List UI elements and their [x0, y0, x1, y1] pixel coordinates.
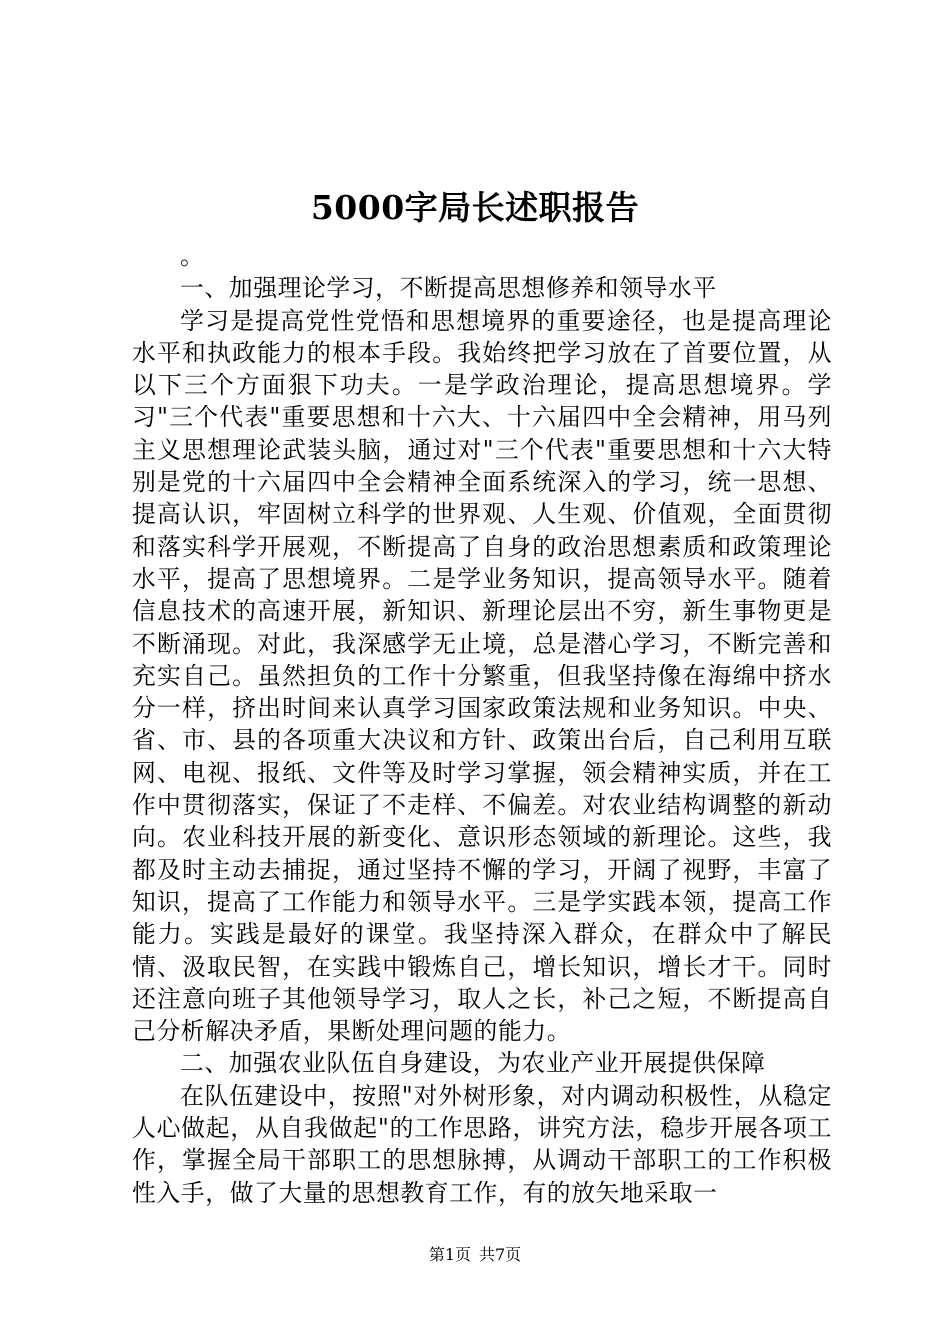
paragraph-team-building: 在队伍建设中，按照"对外树形象，对内调动积极性，从稳定人心做起，从自我做起"的工作思路，讲究方法，稳步开展各项工作，掌握全局干部职工的思想脉搏，从调动干部职工的工作积极性入手，做了大量的思想教育工作，有的放矢地采取一 — [132, 1081, 832, 1207]
page-total: 共7页 — [479, 1245, 522, 1264]
paragraph-study: 学习是提高党性党悟和思想境界的重要途径，也是提高理论水平和执政能力的根本手段。我始终把学习放在了首要位置，从以下三个方面狠下功夫。一是学政治理论，提高思想境界。学习"三个代表"重要思想和十六大、十六届四中全会精神，用马列主义思想理论武装头脑，通过对"三个代表"重要思想和十六大特别是党的十六届四中全会精神全面系统深入的学习，统一思想、提高认识，牢固树立科学的世界观、人生观、价值观，全面贯彻和落实科学开展观，不断提高了自身的政治思想素质和政策理论水平，提高了思想境界。二是学业务知识，提高领导水平。随着信息技术的高速开展，新知识、新理论层出不穷，新生事物更是不断涌现。对此，我深感学无止境，总是潜心学习，不断完善和充实自己。虽然担负的工作十分繁重，但我坚持像在海绵中挤水分一样，挤出时间来认真学习国家政策法规和业务知识。中央、省、市、县的各项重大决议和方针、政策出台后，自己利用互联网、电视、报纸、文件等及时学习掌握，领会精神实质，并在工作中贯彻落实，保证了不走样、不偏差。对农业结构调整的新动向。农业科技开展的新变化、意识形态领域的新理论。这些，我都及时主动去捕捉，通过坚持不懈的学习，开阔了视野，丰富了知识，提高了工作能力和领导水平。三是学实践本领，提高工作能力。实践是最好的课堂。我坚持深入群众，在群众中了解民情、汲取民智，在实践中锻炼自己，增长知识，增长才干。同时还注意向班子其他领导学习，取人之长，补己之短，不断提高自己分析解决矛盾，果断处理问题的能力。 — [132, 306, 832, 1046]
paragraph-leading-mark: 。 — [180, 242, 205, 270]
document-body — [132, 240, 832, 1209]
document-title: 5000字局长述职报告 — [310, 188, 640, 227]
section-heading-1: 一、加强理论学习，不断提高思想修养和领导水平 — [180, 274, 717, 303]
page-footer — [0, 1244, 950, 1266]
page-number: 第1页 — [428, 1245, 471, 1264]
section-heading-2: 二、加强农业队伍自身建设，为农业产业开展提供保障 — [180, 1049, 766, 1078]
